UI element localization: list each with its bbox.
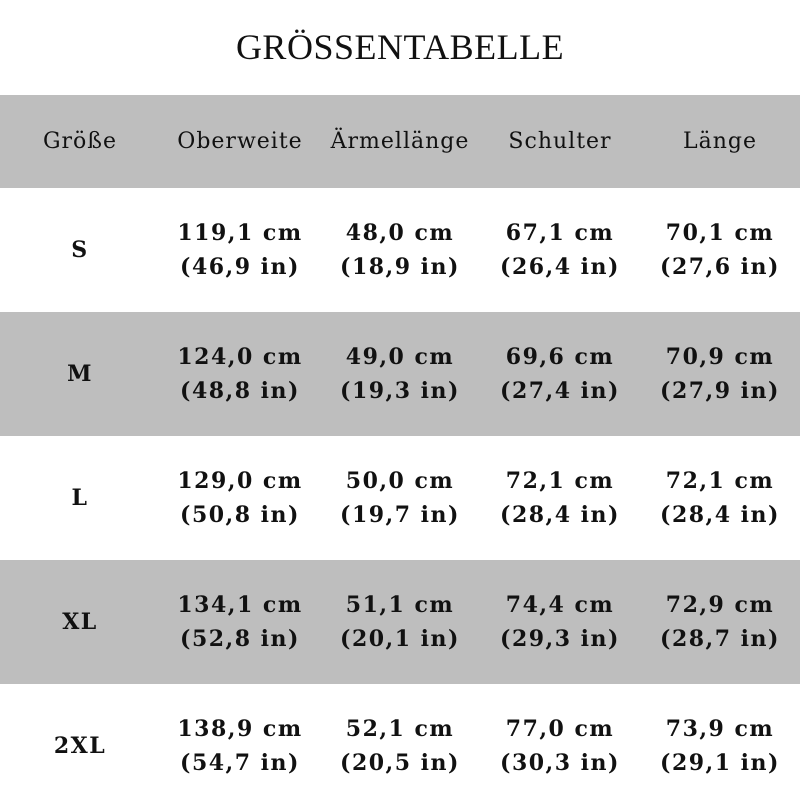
cm-value: 49,0 cm xyxy=(345,344,455,370)
cm-value: 52,1 cm xyxy=(345,716,455,742)
sleeve-cell xyxy=(320,712,480,780)
cm-value: 124,0 cm xyxy=(177,344,303,370)
size-label: 2XL xyxy=(53,733,107,759)
table-row xyxy=(0,188,800,312)
cm-value: 70,1 cm xyxy=(665,220,775,246)
size-label: S xyxy=(71,237,89,263)
in-value: (46,9 in) xyxy=(180,254,300,280)
shoulder-cell xyxy=(480,588,640,656)
length-cell xyxy=(640,216,800,284)
header-chest: Oberweite xyxy=(177,128,303,154)
in-value: (18,9 in) xyxy=(340,254,460,280)
size-label: L xyxy=(71,485,89,511)
chest-cell xyxy=(160,340,320,408)
in-value: (28,4 in) xyxy=(660,502,780,528)
shoulder-cell xyxy=(480,340,640,408)
table-row xyxy=(0,560,800,684)
sleeve-cell xyxy=(320,464,480,532)
cm-value: 77,0 cm xyxy=(505,716,615,742)
sleeve-cell xyxy=(320,588,480,656)
chest-cell xyxy=(160,588,320,656)
in-value: (50,8 in) xyxy=(180,502,300,528)
cm-value: 74,4 cm xyxy=(505,592,615,618)
cm-value: 50,0 cm xyxy=(345,468,455,494)
in-value: (27,6 in) xyxy=(660,254,780,280)
cm-value: 129,0 cm xyxy=(177,468,303,494)
length-cell xyxy=(640,588,800,656)
in-value: (20,1 in) xyxy=(340,626,460,652)
size-label: M xyxy=(67,361,93,387)
cm-value: 73,9 cm xyxy=(665,716,775,742)
cm-value: 72,1 cm xyxy=(505,468,615,494)
sleeve-cell xyxy=(320,340,480,408)
in-value: (54,7 in) xyxy=(180,750,300,776)
table-header-row xyxy=(0,95,800,188)
cm-value: 72,1 cm xyxy=(665,468,775,494)
length-cell xyxy=(640,464,800,532)
in-value: (30,3 in) xyxy=(500,750,620,776)
in-value: (26,4 in) xyxy=(500,254,620,280)
chest-cell xyxy=(160,216,320,284)
cm-value: 70,9 cm xyxy=(665,344,775,370)
in-value: (28,7 in) xyxy=(660,626,780,652)
in-value: (19,3 in) xyxy=(340,378,460,404)
cm-value: 51,1 cm xyxy=(345,592,455,618)
table-row xyxy=(0,436,800,560)
length-cell xyxy=(640,712,800,780)
in-value: (19,7 in) xyxy=(340,502,460,528)
cm-value: 134,1 cm xyxy=(177,592,303,618)
shoulder-cell xyxy=(480,712,640,780)
length-cell xyxy=(640,340,800,408)
page-title: GRÖSSENTABELLE xyxy=(235,27,565,67)
in-value: (29,1 in) xyxy=(660,750,780,776)
in-value: (28,4 in) xyxy=(500,502,620,528)
chest-cell xyxy=(160,464,320,532)
cm-value: 72,9 cm xyxy=(665,592,775,618)
in-value: (48,8 in) xyxy=(180,378,300,404)
size-label: XL xyxy=(62,609,98,635)
in-value: (29,3 in) xyxy=(500,626,620,652)
header-sleeve: Ärmellänge xyxy=(330,128,470,154)
size-table xyxy=(0,95,800,808)
cm-value: 119,1 cm xyxy=(177,220,303,246)
cm-value: 48,0 cm xyxy=(345,220,455,246)
header-length: Länge xyxy=(683,128,757,154)
table-row xyxy=(0,312,800,436)
in-value: (27,9 in) xyxy=(660,378,780,404)
header-size: Größe xyxy=(42,128,118,154)
cm-value: 138,9 cm xyxy=(177,716,303,742)
chest-cell xyxy=(160,712,320,780)
cm-value: 67,1 cm xyxy=(505,220,615,246)
shoulder-cell xyxy=(480,464,640,532)
shoulder-cell xyxy=(480,216,640,284)
in-value: (52,8 in) xyxy=(180,626,300,652)
in-value: (20,5 in) xyxy=(340,750,460,776)
table-row xyxy=(0,684,800,808)
in-value: (27,4 in) xyxy=(500,378,620,404)
header-shoulder: Schulter xyxy=(508,128,612,154)
cm-value: 69,6 cm xyxy=(505,344,615,370)
sleeve-cell xyxy=(320,216,480,284)
